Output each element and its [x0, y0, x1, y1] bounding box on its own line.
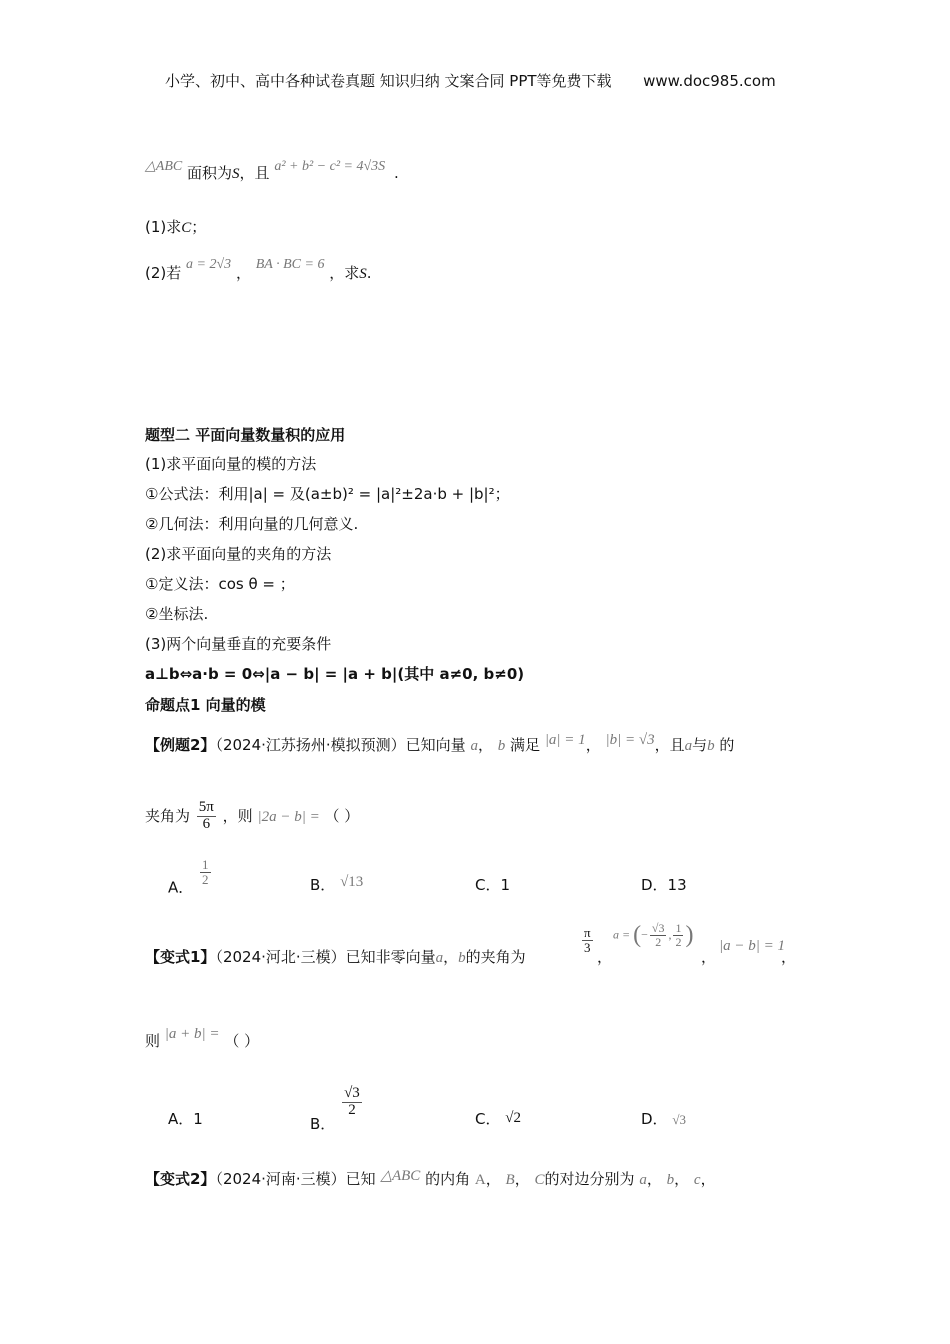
- sub-question-2: [145, 257, 372, 283]
- denominator: 2: [675, 935, 682, 949]
- triangle-abc: △ABC: [145, 159, 183, 174]
- option-a[interactable]: [168, 857, 213, 902]
- answer-blank: （ ）: [324, 806, 360, 825]
- abs-a: |a| = 1: [544, 732, 586, 748]
- text: 的夹角为: [465, 948, 526, 966]
- text: 与: [692, 736, 708, 754]
- option-b[interactable]: [310, 874, 363, 895]
- answer-blank: （ ）: [224, 1032, 260, 1050]
- numerator: 5π: [198, 799, 214, 815]
- example-2-options: [168, 858, 868, 902]
- variant-1-options: [168, 1080, 868, 1133]
- denominator: 3: [584, 939, 591, 955]
- vector-a-coordinates: a = (− $\frac{√3}{2}$ , $\frac{1}{2}$ ): [613, 921, 694, 949]
- denominator: 2: [348, 1101, 356, 1118]
- text: ，: [485, 1170, 501, 1188]
- text: (1)求: [145, 218, 182, 236]
- example-tag: 【例题2】: [145, 736, 216, 754]
- text: ；: [191, 218, 207, 236]
- text: ，则: [222, 806, 253, 825]
- text: ，: [597, 948, 613, 966]
- side-b: b: [666, 1172, 675, 1188]
- angle-fraction: [580, 926, 595, 954]
- vec-a: a: [470, 738, 478, 754]
- vec-b: b: [458, 950, 466, 966]
- option-d[interactable]: D．13: [641, 876, 687, 894]
- example-2-stem: [145, 728, 734, 763]
- a-equation: a = 2√3: [186, 257, 232, 272]
- option-c[interactable]: C．1: [475, 876, 511, 894]
- variant-1-question: [145, 1026, 260, 1051]
- text: ，且: [654, 736, 685, 754]
- text: ，: [514, 1170, 530, 1188]
- variant-tag: 【变式2】: [145, 1170, 216, 1188]
- text: 满足: [510, 736, 541, 754]
- numerator: 1: [202, 857, 209, 872]
- option-b-value: √13: [340, 874, 364, 890]
- text: 的内角: [425, 1170, 471, 1188]
- variant-2-stem: [145, 1168, 716, 1189]
- text: 的对边分别为: [544, 1170, 635, 1188]
- text: ，: [235, 264, 251, 282]
- dot-product-equation: BA · BC = 6: [255, 257, 325, 272]
- problem-prev-stem: [145, 158, 399, 190]
- perpendicular-condition: a⊥b⇔a·b = 0⇔|a − b| = |a + b|(其中 a≠0, b≠0): [145, 665, 525, 683]
- option-d[interactable]: [641, 1108, 686, 1129]
- variant-tag: 【变式1】: [145, 948, 216, 966]
- denominator: 2: [655, 935, 662, 949]
- vec-a: a: [684, 738, 693, 754]
- difference-condition: |a − b| = 1: [719, 938, 785, 954]
- area-equation: a² + b² − c² = 4√3S: [274, 159, 386, 174]
- option-b[interactable]: [310, 1080, 364, 1133]
- var-s: S: [359, 266, 367, 282]
- option-a-fraction: [200, 858, 211, 886]
- numerator: π: [584, 925, 591, 940]
- side-c: c: [693, 1172, 701, 1188]
- text: （2024·江苏扬州·模拟预测）已知向量: [215, 736, 466, 754]
- section-line: (3)两个向量垂直的充要条件: [145, 635, 332, 653]
- magnitude-expression: |2a − b| =: [257, 808, 320, 825]
- triangle-abc: △ABC: [380, 1168, 421, 1184]
- option-label: D．: [641, 1110, 668, 1128]
- vec-b: b: [497, 738, 506, 754]
- proposition-point: 命题点1 向量的模: [145, 696, 266, 714]
- option-label: C．: [475, 1110, 501, 1128]
- angle-a: A: [474, 1172, 486, 1188]
- angle-c: C: [534, 1172, 545, 1188]
- abs-b: |b| = √3: [605, 732, 655, 748]
- var-c: C: [181, 220, 192, 236]
- numerator: 1: [675, 921, 682, 936]
- option-label: B．: [310, 876, 336, 894]
- numerator: √3: [344, 1085, 360, 1101]
- sum-magnitude: |a + b| =: [164, 1026, 220, 1042]
- text: 夹角为: [145, 806, 191, 825]
- option-a[interactable]: A．1: [168, 1110, 203, 1128]
- section-line: (1)求平面向量的模的方法: [145, 455, 317, 473]
- text: (2)若: [145, 264, 182, 282]
- text: ，: [700, 1170, 716, 1188]
- section-line: ①定义法：cos θ = ；: [145, 575, 295, 593]
- section-line: ②坐标法.: [145, 605, 209, 623]
- angle-fraction: [197, 800, 216, 833]
- vec-b: b: [707, 738, 715, 754]
- header-banner: [165, 70, 776, 91]
- variant-1-line: [145, 946, 526, 967]
- text: （2024·河北·三模）已知非零向量: [215, 948, 436, 966]
- text: ，: [443, 948, 459, 966]
- vec-a: a: [435, 950, 444, 966]
- numerator: √3: [651, 921, 665, 936]
- text: （2024·河南·三模）已知: [215, 1170, 376, 1188]
- denominator: 2: [202, 871, 209, 887]
- section-title: 题型二 平面向量数量积的应用: [145, 426, 346, 444]
- text: 则: [145, 1032, 161, 1050]
- text: 面积为: [187, 164, 233, 182]
- option-b-fraction: [342, 1086, 362, 1119]
- text: ，: [646, 1170, 662, 1188]
- section-line: ①公式法：利用|a| = 及(a±b)² = |a|²±2a·b + |b|²；: [145, 485, 510, 503]
- text: 的: [719, 736, 735, 754]
- text: .: [393, 164, 399, 182]
- option-label: B．: [310, 1114, 336, 1133]
- text: ，求: [329, 264, 360, 282]
- vec-a-label: a =: [613, 927, 631, 942]
- sub-question-1: [145, 216, 206, 237]
- text: ，: [781, 948, 797, 966]
- section-line: ②几何法：利用向量的几何意义.: [145, 515, 359, 533]
- example-2-stem-line2: [145, 800, 359, 833]
- text: ，: [585, 736, 601, 754]
- header-text: 小学、初中、高中各种试卷真题 知识归纳 文案合同 PPT等免费下载: [165, 72, 612, 90]
- text: ，: [477, 736, 493, 754]
- text: ，: [674, 1170, 690, 1188]
- option-label: A．: [168, 878, 194, 897]
- text: ，: [701, 948, 717, 966]
- text: ，且: [239, 164, 270, 182]
- header-site-link[interactable]: www.doc985.com: [643, 72, 776, 90]
- option-d-value: √3: [672, 1112, 686, 1127]
- text: .: [366, 264, 372, 282]
- option-c[interactable]: [475, 1108, 521, 1129]
- option-c-value: √2: [505, 1110, 521, 1126]
- side-a: a: [639, 1172, 647, 1188]
- angle-b: B: [505, 1172, 515, 1188]
- var-s: S: [232, 166, 240, 182]
- section-line: (2)求平面向量的夹角的方法: [145, 545, 332, 563]
- denominator: 6: [202, 815, 211, 832]
